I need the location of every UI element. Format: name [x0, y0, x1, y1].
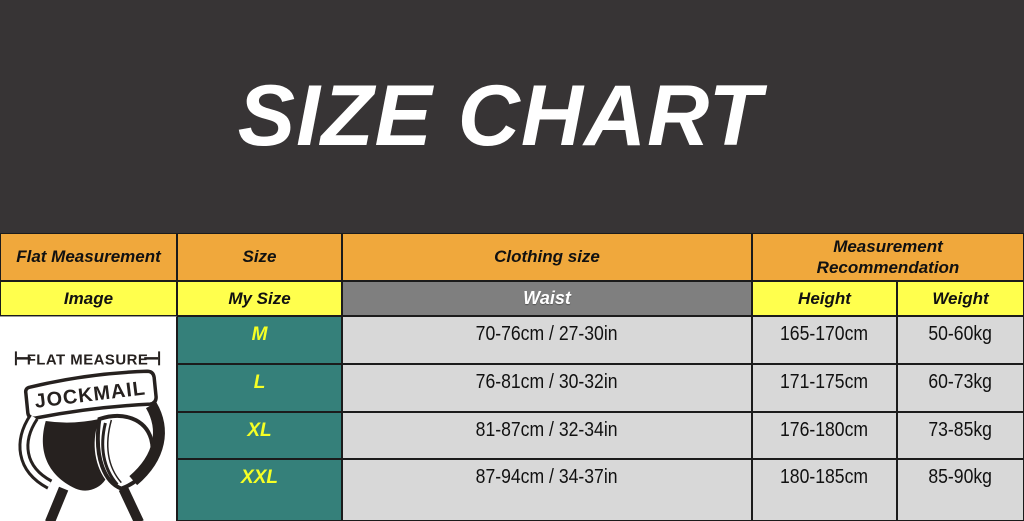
waist-cell-l [342, 364, 752, 412]
header-flat-measurement [0, 233, 177, 281]
jockstrap-illustration [0, 317, 176, 521]
size-label: XL [247, 420, 272, 441]
size-label: XXL [241, 467, 278, 488]
subheader-weight [897, 281, 1024, 316]
waist-value: 70-76cm / 27-30in [476, 323, 618, 345]
weight-cell-l [897, 364, 1024, 412]
product-image-cell [0, 316, 177, 521]
header-size [177, 233, 342, 281]
size-cell-xxl [177, 459, 342, 521]
weight-cell-m [897, 316, 1024, 364]
subheader-height-label: Height [798, 288, 851, 308]
brand-label: JOCKMAIL [33, 377, 148, 413]
height-value: 165-170cm [780, 323, 869, 345]
subheader-waist [342, 281, 752, 316]
title-banner [0, 0, 1024, 233]
size-label: M [251, 324, 268, 345]
weight-value: 73-85kg [928, 419, 993, 441]
waistband-banner [26, 371, 156, 418]
flat-measure-label: FLAT MEASURE [26, 352, 149, 369]
weight-value: 60-73kg [928, 371, 993, 393]
subheader-height [752, 281, 897, 316]
height-cell-m [752, 316, 897, 364]
jockstrap-body [24, 405, 159, 521]
waist-value: 81-87cm / 32-34in [476, 419, 618, 441]
waist-cell-xxl [342, 459, 752, 521]
height-value: 171-175cm [780, 371, 869, 393]
height-cell-xl [752, 412, 897, 459]
weight-cell-xl [897, 412, 1024, 459]
size-cell-l [177, 364, 342, 412]
header-flat-measurement-label: Flat Measurement [16, 247, 161, 266]
subheader-image-label: Image [63, 288, 114, 308]
header-size-label: Size [242, 247, 277, 266]
weight-value: 50-60kg [928, 323, 993, 345]
weight-value: 85-90kg [928, 466, 993, 488]
weight-cell-xxl [897, 459, 1024, 521]
subheader-my-size-label: My Size [228, 288, 291, 308]
page-title: SIZE CHART [237, 68, 763, 164]
size-table [0, 233, 1024, 521]
header-measurement-recommendation [752, 233, 1024, 281]
waist-cell-xl [342, 412, 752, 459]
height-value: 176-180cm [780, 419, 869, 441]
waist-value: 76-81cm / 30-32in [476, 371, 618, 393]
height-cell-l [752, 364, 897, 412]
height-cell-xxl [752, 459, 897, 521]
size-label: L [253, 372, 266, 393]
header-clothing-size-label: Clothing size [494, 247, 600, 266]
waist-value: 87-94cm / 34-37in [476, 466, 618, 488]
waist-cell-m [342, 316, 752, 364]
size-cell-m [177, 316, 342, 364]
header-clothing-size [342, 233, 752, 281]
height-value: 180-185cm [780, 466, 869, 488]
subheader-my-size [177, 281, 342, 316]
header-measurement-recommendation-label: Measurement Recommendation [816, 236, 960, 277]
size-cell-xl [177, 412, 342, 459]
subheader-weight-label: Weight [932, 288, 989, 308]
subheader-image [0, 281, 177, 316]
subheader-waist-label: Waist [523, 288, 571, 308]
